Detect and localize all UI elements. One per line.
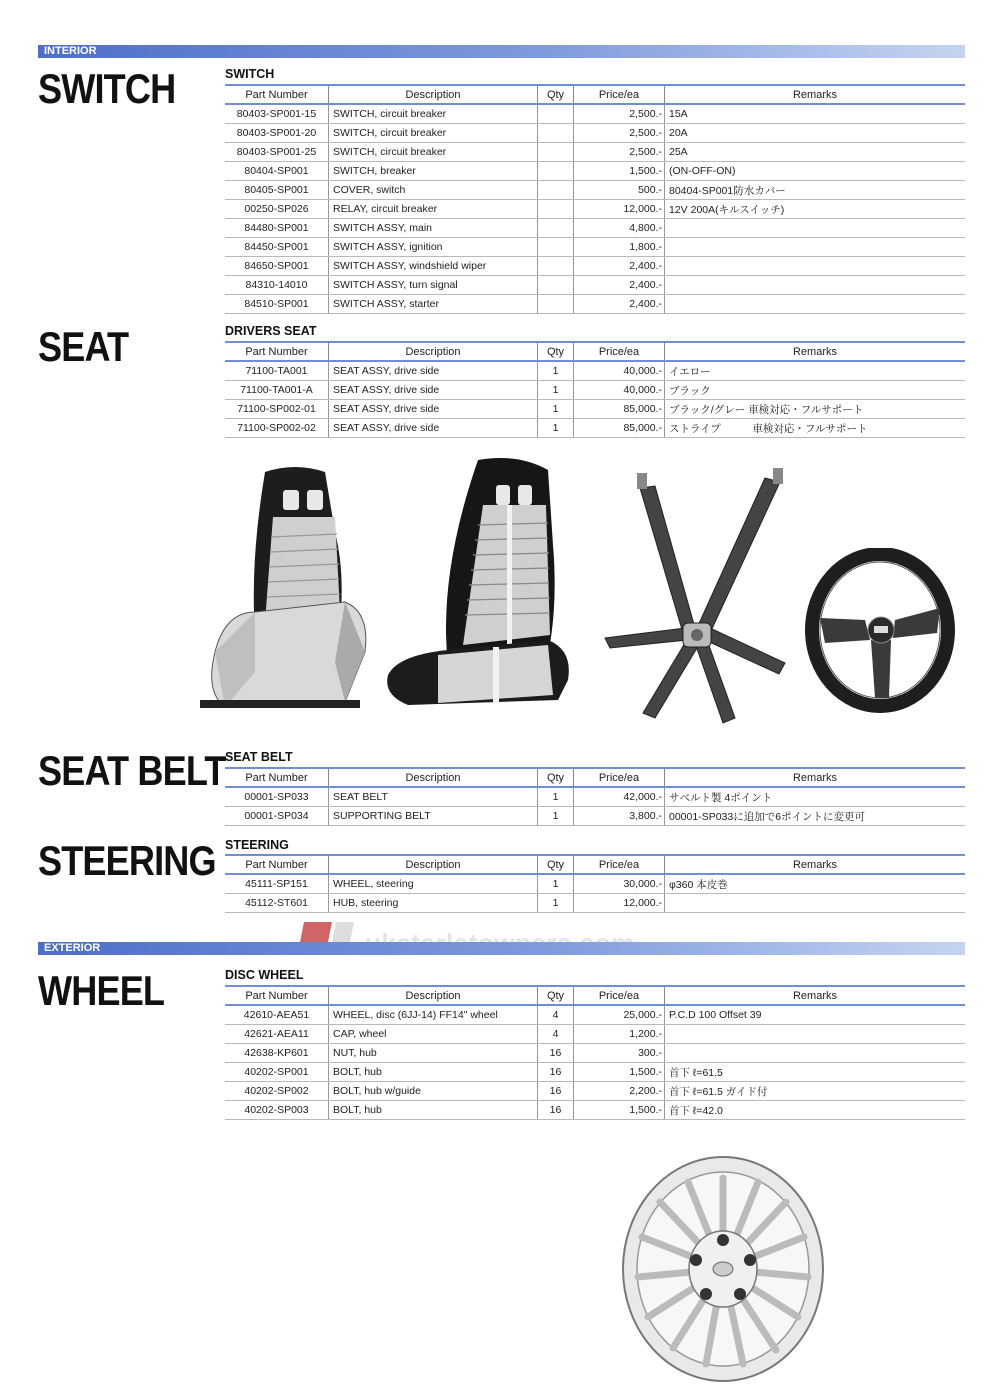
table-header-row <box>225 768 965 787</box>
table-row <box>225 104 965 124</box>
cell-desc: WHEEL, disc (6JJ-14) FF14" wheel <box>329 1005 538 1025</box>
cell-price: 40,000.- <box>574 361 665 381</box>
exterior-band-label: EXTERIOR <box>44 942 101 954</box>
table-row <box>225 381 965 400</box>
cell-qty <box>538 257 574 276</box>
column-header-qty: Qty <box>538 986 574 1005</box>
cell-qty: 1 <box>538 874 574 894</box>
table-header-row <box>225 855 965 874</box>
cell-desc: SWITCH ASSY, main <box>329 219 538 238</box>
heading-wheel: WHEEL <box>38 967 165 1014</box>
column-header-part: Part Number <box>225 768 329 787</box>
cell-part: 84450-SP001 <box>225 238 329 257</box>
cell-part: 45112-ST601 <box>225 894 329 913</box>
cell-remarks: サベルト製 4ポイント <box>665 787 966 807</box>
cell-desc: BOLT, hub <box>329 1063 538 1082</box>
cell-qty <box>538 124 574 143</box>
table-row <box>225 419 965 438</box>
cell-price: 12,000.- <box>574 894 665 913</box>
subheading-switch: SWITCH <box>225 67 275 81</box>
cell-part: 71100-TA001 <box>225 361 329 381</box>
cell-remarks: 80404-SP001防水カバー <box>665 181 966 200</box>
cell-desc: SEAT ASSY, drive side <box>329 400 538 419</box>
cell-price: 2,500.- <box>574 104 665 124</box>
column-header-price: Price/ea <box>574 85 665 104</box>
table-row <box>225 238 965 257</box>
cell-price: 30,000.- <box>574 874 665 894</box>
exterior-band <box>38 942 965 955</box>
cell-price: 500.- <box>574 181 665 200</box>
column-header-qty: Qty <box>538 855 574 874</box>
cell-price: 300.- <box>574 1044 665 1063</box>
cell-remarks: イエロー <box>665 361 966 381</box>
cell-price: 1,500.- <box>574 162 665 181</box>
cell-remarks: φ360 本皮巻 <box>665 874 966 894</box>
cell-remarks <box>665 238 966 257</box>
cell-price: 2,500.- <box>574 124 665 143</box>
interior-band-label: INTERIOR <box>44 45 97 57</box>
cell-part: 40202-SP002 <box>225 1082 329 1101</box>
cell-part: 71100-SP002-01 <box>225 400 329 419</box>
cell-part: 00001-SP033 <box>225 787 329 807</box>
cell-remarks <box>665 219 966 238</box>
cell-remarks: ブラック <box>665 381 966 400</box>
cell-price: 1,800.- <box>574 238 665 257</box>
column-header-qty: Qty <box>538 342 574 361</box>
cell-remarks: 25A <box>665 143 966 162</box>
cell-qty: 1 <box>538 419 574 438</box>
cell-qty: 16 <box>538 1082 574 1101</box>
cell-part: 00250-SP026 <box>225 200 329 219</box>
cell-desc: SWITCH ASSY, windshield wiper <box>329 257 538 276</box>
cell-remarks <box>665 257 966 276</box>
cell-part: 71100-TA001-A <box>225 381 329 400</box>
column-header-price: Price/ea <box>574 768 665 787</box>
heading-switch: SWITCH <box>38 65 176 112</box>
cell-desc: SWITCH, breaker <box>329 162 538 181</box>
cell-part: 40202-SP001 <box>225 1063 329 1082</box>
cell-desc: SWITCH ASSY, starter <box>329 295 538 314</box>
cell-desc: SUPPORTING BELT <box>329 807 538 826</box>
table-row <box>225 1025 965 1044</box>
cell-remarks: 首下 ℓ=61.5 ガイド付 <box>665 1082 966 1101</box>
cell-qty: 4 <box>538 1005 574 1025</box>
column-header-remarks: Remarks <box>665 768 966 787</box>
cell-part: 42621-AEA11 <box>225 1025 329 1044</box>
cell-price: 2,400.- <box>574 257 665 276</box>
table-row <box>225 257 965 276</box>
cell-price: 85,000.- <box>574 400 665 419</box>
table-row <box>225 361 965 381</box>
cell-remarks <box>665 276 966 295</box>
column-header-qty: Qty <box>538 768 574 787</box>
cell-price: 85,000.- <box>574 419 665 438</box>
seat-belt-table <box>225 767 965 826</box>
cell-price: 40,000.- <box>574 381 665 400</box>
cell-part: 80403-SP001-15 <box>225 104 329 124</box>
cell-desc: SEAT ASSY, drive side <box>329 381 538 400</box>
steering-wheel-icon <box>805 548 955 718</box>
cell-qty <box>538 238 574 257</box>
cell-price: 25,000.- <box>574 1005 665 1025</box>
interior-band <box>38 45 965 58</box>
cell-desc: BOLT, hub w/guide <box>329 1082 538 1101</box>
bucket-seat-striped-icon <box>378 455 578 710</box>
cell-desc: CAP, wheel <box>329 1025 538 1044</box>
cell-qty <box>538 181 574 200</box>
table-row <box>225 124 965 143</box>
table-row <box>225 162 965 181</box>
cell-qty <box>538 104 574 124</box>
table-row <box>225 807 965 826</box>
cell-qty: 1 <box>538 894 574 913</box>
cell-price: 2,500.- <box>574 143 665 162</box>
column-header-remarks: Remarks <box>665 85 966 104</box>
disc-wheel-table <box>225 985 965 1120</box>
table-row <box>225 1082 965 1101</box>
cell-remarks: 首下 ℓ=42.0 <box>665 1101 966 1120</box>
table-row <box>225 1044 965 1063</box>
cell-part: 71100-SP002-02 <box>225 419 329 438</box>
column-header-price: Price/ea <box>574 855 665 874</box>
cell-qty <box>538 219 574 238</box>
table-row <box>225 276 965 295</box>
cell-part: 84510-SP001 <box>225 295 329 314</box>
column-header-price: Price/ea <box>574 342 665 361</box>
subheading-disc-wheel: DISC WHEEL <box>225 968 304 982</box>
cell-price: 2,400.- <box>574 276 665 295</box>
table-row <box>225 874 965 894</box>
cell-remarks: P.C.D 100 Offset 39 <box>665 1005 966 1025</box>
table-row <box>225 143 965 162</box>
cell-price: 3,800.- <box>574 807 665 826</box>
cell-desc: SWITCH ASSY, turn signal <box>329 276 538 295</box>
cell-desc: SWITCH, circuit breaker <box>329 104 538 124</box>
cell-remarks <box>665 1025 966 1044</box>
column-header-part: Part Number <box>225 85 329 104</box>
cell-price: 1,500.- <box>574 1101 665 1120</box>
column-header-qty: Qty <box>538 85 574 104</box>
column-header-remarks: Remarks <box>665 342 966 361</box>
cell-part: 80404-SP001 <box>225 162 329 181</box>
heading-seat-belt: SEAT BELT <box>38 747 226 794</box>
cell-qty: 16 <box>538 1063 574 1082</box>
switch-table <box>225 84 965 314</box>
column-header-desc: Description <box>329 85 538 104</box>
table-row <box>225 219 965 238</box>
cell-desc: RELAY, circuit breaker <box>329 200 538 219</box>
cell-desc: BOLT, hub <box>329 1101 538 1120</box>
column-header-part: Part Number <box>225 986 329 1005</box>
column-header-part: Part Number <box>225 855 329 874</box>
cell-desc: COVER, switch <box>329 181 538 200</box>
cell-desc: NUT, hub <box>329 1044 538 1063</box>
cell-part: 84650-SP001 <box>225 257 329 276</box>
cell-remarks: ブラック/グレー 車検対応・フルサポート <box>665 400 966 419</box>
cell-price: 12,000.- <box>574 200 665 219</box>
cell-desc: SEAT ASSY, drive side <box>329 419 538 438</box>
cell-qty: 1 <box>538 787 574 807</box>
cell-remarks: 00001-SP033に追加で6ポイントに変更可 <box>665 807 966 826</box>
cell-price: 1,500.- <box>574 1063 665 1082</box>
cell-qty: 1 <box>538 400 574 419</box>
cell-remarks: 首下 ℓ=61.5 <box>665 1063 966 1082</box>
subheading-seat-belt: SEAT BELT <box>225 750 293 764</box>
table-header-row <box>225 342 965 361</box>
cell-qty <box>538 276 574 295</box>
cell-price: 2,400.- <box>574 295 665 314</box>
column-header-remarks: Remarks <box>665 986 966 1005</box>
table-row <box>225 295 965 314</box>
column-header-desc: Description <box>329 855 538 874</box>
disc-wheel-icon <box>618 1152 828 1387</box>
harness-belt-icon <box>585 468 800 738</box>
table-header-row <box>225 85 965 104</box>
cell-remarks: 20A <box>665 124 966 143</box>
column-header-remarks: Remarks <box>665 855 966 874</box>
cell-price: 42,000.- <box>574 787 665 807</box>
table-row <box>225 1063 965 1082</box>
cell-qty <box>538 200 574 219</box>
cell-remarks: ストライプ 車検対応・フルサポート <box>665 419 966 438</box>
cell-qty <box>538 295 574 314</box>
cell-qty: 1 <box>538 361 574 381</box>
cell-part: 84310-14010 <box>225 276 329 295</box>
table-row <box>225 400 965 419</box>
cell-qty: 16 <box>538 1044 574 1063</box>
table-header-row <box>225 986 965 1005</box>
cell-price: 2,200.- <box>574 1082 665 1101</box>
seat-table <box>225 341 965 438</box>
cell-qty: 16 <box>538 1101 574 1120</box>
cell-qty <box>538 162 574 181</box>
table-row <box>225 1005 965 1025</box>
table-row <box>225 181 965 200</box>
table-row <box>225 787 965 807</box>
column-header-desc: Description <box>329 768 538 787</box>
cell-part: 80403-SP001-20 <box>225 124 329 143</box>
cell-remarks: 12V 200A(キルスイッチ) <box>665 200 966 219</box>
cell-desc: SWITCH, circuit breaker <box>329 143 538 162</box>
column-header-part: Part Number <box>225 342 329 361</box>
column-header-desc: Description <box>329 986 538 1005</box>
cell-part: 00001-SP034 <box>225 807 329 826</box>
heading-steering: STEERING <box>38 837 216 884</box>
cell-part: 80403-SP001-25 <box>225 143 329 162</box>
cell-desc: SWITCH ASSY, ignition <box>329 238 538 257</box>
cell-remarks <box>665 894 966 913</box>
cell-qty: 1 <box>538 807 574 826</box>
cell-remarks <box>665 1044 966 1063</box>
cell-remarks: (ON-OFF-ON) <box>665 162 966 181</box>
cell-remarks <box>665 295 966 314</box>
cell-part: 42610-AEA51 <box>225 1005 329 1025</box>
heading-seat: SEAT <box>38 323 129 370</box>
cell-qty <box>538 143 574 162</box>
bucket-seat-icon <box>195 462 375 712</box>
subheading-drivers-seat: DRIVERS SEAT <box>225 324 317 338</box>
cell-price: 4,800.- <box>574 219 665 238</box>
subheading-steering: STEERING <box>225 838 289 852</box>
table-row <box>225 1101 965 1120</box>
table-row <box>225 894 965 913</box>
cell-part: 42638-KP601 <box>225 1044 329 1063</box>
cell-remarks: 15A <box>665 104 966 124</box>
steering-table <box>225 854 965 913</box>
cell-desc: HUB, steering <box>329 894 538 913</box>
cell-qty: 1 <box>538 381 574 400</box>
column-header-desc: Description <box>329 342 538 361</box>
cell-price: 1,200.- <box>574 1025 665 1044</box>
cell-desc: SEAT BELT <box>329 787 538 807</box>
cell-part: 84480-SP001 <box>225 219 329 238</box>
table-row <box>225 200 965 219</box>
column-header-price: Price/ea <box>574 986 665 1005</box>
cell-desc: WHEEL, steering <box>329 874 538 894</box>
cell-part: 45111-SP151 <box>225 874 329 894</box>
cell-desc: SWITCH, circuit breaker <box>329 124 538 143</box>
cell-part: 40202-SP003 <box>225 1101 329 1120</box>
cell-desc: SEAT ASSY, drive side <box>329 361 538 381</box>
cell-qty: 4 <box>538 1025 574 1044</box>
cell-part: 80405-SP001 <box>225 181 329 200</box>
